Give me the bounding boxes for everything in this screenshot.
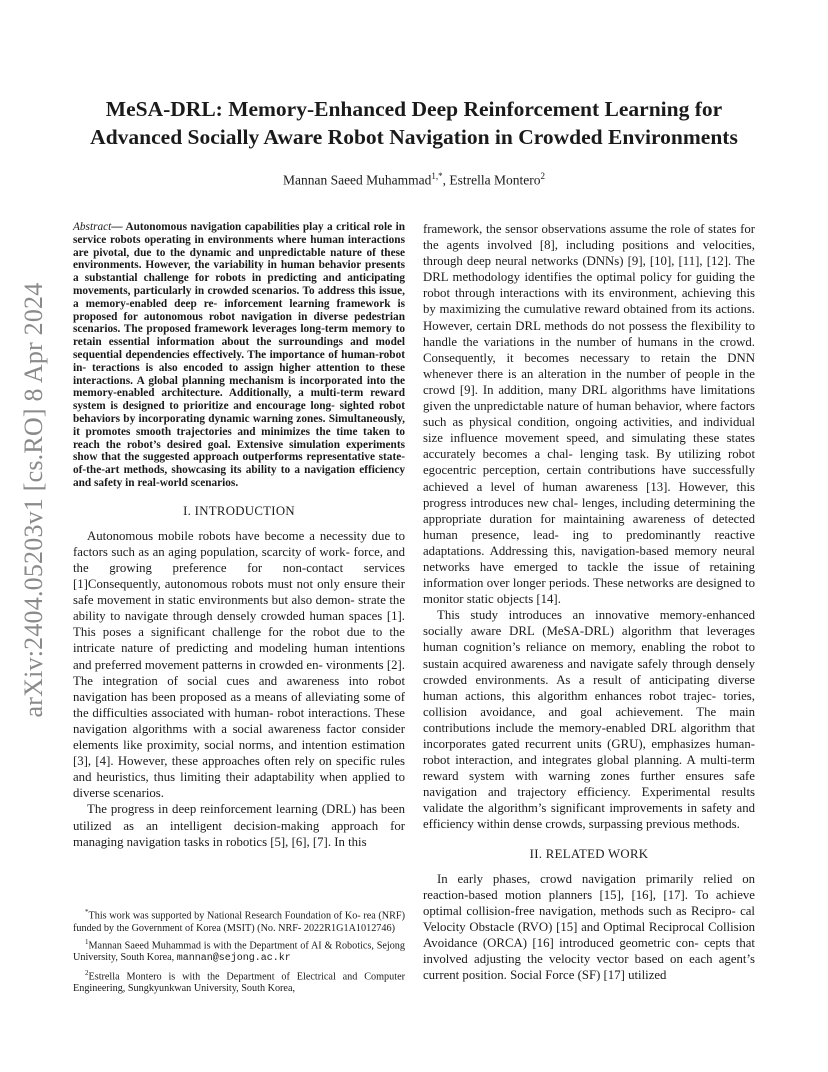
- footnote-author-2: [73, 967, 405, 996]
- footnote-funding-text: This work was supported by National Research Foundation of Ko- rea (NRF) funded by the Government of Korea (MSIT) (No. NRF- 2022R1G1A1012746): [73, 910, 405, 934]
- intro-paragraph-1: Autonomous mobile robots have become a necessity due to factors such as an aging population, scarcity of work- force, and the growing preference for non-contact services [1]Consequently, autonomous robots must not only ensure their safe movement in static environments but also demon- strate the ability to navigate through densely crowded human spaces [1]. This poses a significant challenge for the robot due to the intricate nature of predicting and modeling human intentions and preferred movement patterns in crowded en- vironments [2]. The integration of social cues and awareness into robot navigation has been proposed as a means of alleviating some of the difficulties associated with human- robot interactions. These navigation algorithms with a social awareness factor consider elements like proximity, social norms, and intention estimation [3], [4]. However, these approaches often rely on specific rules and heuristics, thus limiting their adaptability when applied to diverse scenarios.: [73, 528, 405, 801]
- footnote-funding-mark: *: [85, 908, 89, 916]
- right-column: [423, 221, 755, 983]
- footnotes: [73, 906, 405, 996]
- abstract-text: Autonomous navigation capabilities play a critical role in service robots operating in environments where human interactions are pivotal, due to the dynamic and unpredictable nature of these environments. However, the variability in human behavior presents a substantial challenge for robots in predicting and anticipating movements, particularly in crowded scenarios. To address this issue, a memory-enabled deep re- inforcement learning framework is proposed for autonomous robot navigation in diverse pedestrian scenarios. The proposed framework leverages long-term memory to retain essential information about the surroundings and model sequential dependencies effectively. The importance of human-robot in- teractions is also encoded to assign higher attention to these interactions. A global planning mechanism is incorporated into the memory-enabled architecture. Additionally, a multi-term reward system is designed to prioritize and encourage long- sighted robot behaviors by incorporating dynamic warning zones. Simultaneously, it promotes smooth trajectories and minimizes the time taken to reach the robot’s desired goal. Extensive simulation experiments show that the suggested approach outperforms representative state-of-the-art methods, showcasing its ability to a navigation efficiency and safety in real-world scenarios.: [73, 221, 406, 489]
- intro-continuation-paragraph: framework, the sensor observations assume the role of states for the agents involved [8], including positions and velocities, through deep neural networks (DNNs) [9], [10], [11], [12]. The DRL methodology identifies the optimal policy for guiding the robot through interactions with its environment, achieving this by maximizing the cumulative reward obtained from its actions. However, certain DRL methods do not possess the flexibility to handle the variations in the number of humans in the crowd. Consequently, it becomes necessary to retain the DNN whenever there is an alteration in the number of people in the crowd [9]. In addition, many DRL algorithms have limitations given the unpredictable nature of human behavior, where factors such as physical condition, ongoing activities, and individual size influence movement speed, and simulating these states accurately becomes a chal- lenging task. By utilizing robot egocentric perception, certain contributions have successfully achieved a level of human awareness [13]. However, this progress introduces new chal- lenges, including determining the appropriate duration for maintaining awareness of detected human presence, lead- ing to predominantly reactive adaptations. Addressing this, navigation-based memory neural networks have emerged to tackle the issue of retaining information over longer periods. These networks are designed to monitor static objects [14].: [423, 222, 755, 607]
- footnote-funding: [73, 906, 405, 935]
- arxiv-identifier[interactable]: arXiv:2404.05203v1 [cs.RO] 8 Apr 2024: [19, 282, 48, 718]
- arxiv-identifier-margin: [14, 282, 54, 718]
- section-heading-related-work: II. RELATED WORK: [529, 846, 649, 861]
- footnote-2-mark: 2: [85, 968, 89, 977]
- author-line: [60, 171, 768, 189]
- abstract-dash: —: [111, 221, 126, 233]
- footnote-1-text: Mannan Saeed Muhammad is with the Department of AI & Robotics, Sejong University, South Korea,: [73, 940, 405, 964]
- footnote-2-text: Estrella Montero is with the Department of Electrical and Computer Engineering, Sungkyunkwan University, South Korea,: [73, 970, 405, 995]
- abstract-label: Abstract: [73, 221, 112, 233]
- author-name-2: Estrella Montero: [449, 172, 541, 188]
- author-name-1: Mannan Saeed Muhammad: [282, 172, 432, 188]
- related-work-paragraph-1: In early phases, crowd navigation primarily relied on reaction-based motion planners [15], [16], [17]. To achieve optimal collision-free navigation, methods such as Recipro- cal Velocity Obstacle (RVO) [15] and Optimal Reciprocal Collision Avoidance (ORCA) [16] introduced geometric con- cepts that involved adjusting the velocity vector based on each agent’s current position. Social Force (SF) [17] utilized: [423, 871, 755, 983]
- section-heading-introduction: I. INTRODUCTION: [183, 503, 295, 518]
- intro-paragraph-2: The progress in deep reinforcement learning (DRL) has been utilized as an intelligent decision-making approach for managing navigation tasks in robotics [5], [6], [7]. In this: [73, 802, 405, 849]
- author-separator: ,: [442, 172, 450, 188]
- author-affiliation-2: 2: [540, 171, 546, 181]
- author-1-email-link[interactable]: mannan@sejong.ac.kr: [176, 953, 291, 965]
- author-affiliation-1: 1,*: [431, 171, 443, 181]
- left-column: [73, 221, 405, 850]
- footnote-author-1: [73, 936, 405, 966]
- paper-title: MeSA-DRL: Memory-Enhanced Deep Reinforcement Learning for Advanced Socially Aware Robot Navigation in Crowded Environments: [90, 97, 738, 149]
- abstract: [73, 221, 405, 490]
- intro-contribution-paragraph: This study introduces an innovative memory-enhanced socially aware DRL (MeSA-DRL) algorithm that leverages human cognition’s reliance on memory, enabling the robot to sustain acquired awareness and navigate safely through densely crowded environments. As a result of anticipating diverse human actions, this algorithm enhances robot trajec- tories, collision avoidance, and goal achievement. The main contributions include the memory-enabled DRL algorithm that incorporates gated recurrent units (GRU), emphasizes human-robot interaction, and integrates global planning. A multi-term reward system with warning zones further ensures safe navigation and trajectory efficiency. Experimental results validate the algorithm’s significant improvements in safety and efficiency within dense crowds, surpassing previous methods.: [423, 608, 755, 832]
- footnote-1-mark: 1: [85, 937, 89, 946]
